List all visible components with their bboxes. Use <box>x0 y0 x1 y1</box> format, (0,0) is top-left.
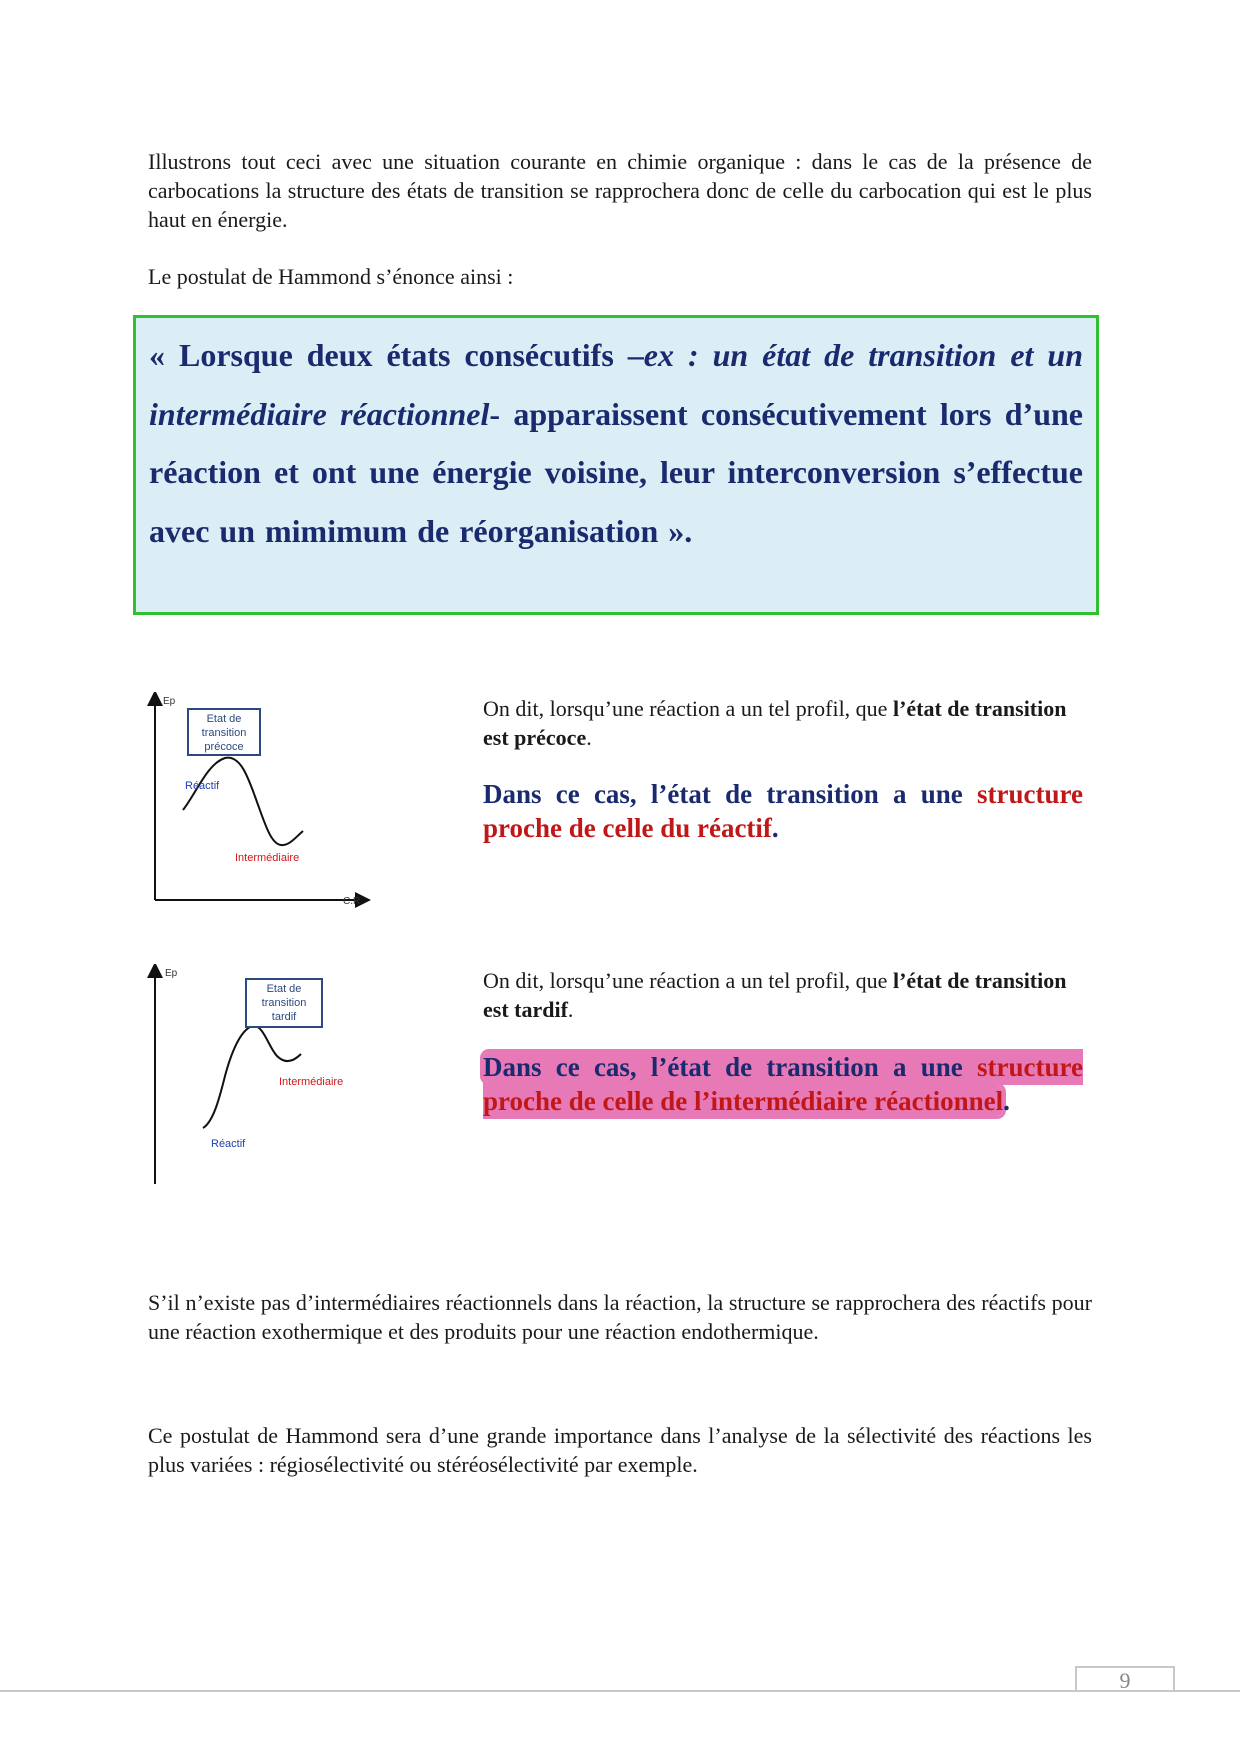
early-conclusion-red: structure proche de celle du réactif <box>483 779 1083 843</box>
late-ts-conclusion <box>483 1050 1083 1118</box>
y-axis-label: Ep <box>165 968 178 979</box>
early-ts-energy-diagram <box>145 692 375 912</box>
ts-box-line3: précoce <box>204 741 244 753</box>
ts-box-line3: tardif <box>271 1011 297 1023</box>
postulate-part2: - apparaissent consécutivement lors d’une réaction et ont une énergie voisine, leur interconversion s’effectue avec un mimimum de réorganisation ». <box>149 395 1083 549</box>
importance-paragraph: Ce postulat de Hammond sera d’une grande importance dans l’analyse de la sélectivité des réactions les plus variées : régiosélectivité ou stéréosélectivité par exemple. <box>148 1423 1092 1477</box>
early-intro: On dit, lorsqu’une réaction a un tel profil, que <box>483 696 893 721</box>
late-conclusion: Dans ce cas, l’état de transition a une <box>483 1052 978 1082</box>
early-conclusion-end: . <box>771 813 779 843</box>
footer-rule <box>0 1690 1240 1692</box>
intro-paragraph: Illustrons tout ceci avec une situation courante en chimie organique : dans le cas de la présence de carbocations la structure des états de transition se rapprochera donc de celle du carbocation qui est le plus haut en énergie. <box>148 149 1092 232</box>
early-intro-bold: l’état de transition est précoce <box>483 696 1067 750</box>
late-ts-energy-diagram <box>145 964 375 1184</box>
early-intro-end: . <box>586 725 592 750</box>
intermediate-label: Intermédiaire <box>279 1076 344 1088</box>
early-ts-conclusion <box>483 777 1083 845</box>
late-conclusion-end: . <box>1003 1086 1010 1116</box>
hammond-postulate-box <box>133 315 1099 615</box>
no-intermediate-paragraph: S’il n’existe pas d’intermédiaires réactionnels dans la réaction, la structure se rapprochera des réactifs pour une réaction exothermique et des produits pour une réaction endothermique. <box>148 1290 1092 1344</box>
late-conclusion-highlight <box>483 1052 1083 1116</box>
early-ts-description <box>483 694 1083 752</box>
transition-state-box <box>245 978 323 1028</box>
postulate-statement <box>149 326 1083 560</box>
ts-box-line2: transition <box>201 727 247 739</box>
late-intro-end: . <box>567 997 574 1022</box>
late-intro-bold: l’état de transition est tardif <box>483 968 1067 1022</box>
late-intro: On dit, lorsqu’une réaction a un tel profil, que <box>483 968 893 993</box>
late-ts-description <box>483 966 1083 1024</box>
transition-state-box <box>187 708 261 756</box>
x-axis-label: C.R <box>343 896 361 907</box>
early-conclusion: Dans ce cas, l’état de transition a une <box>483 779 978 809</box>
late-conclusion-red: structure proche de celle de l’intermédiaire réactionnel <box>483 1052 1083 1116</box>
page-number: 9 <box>1119 1668 1131 1693</box>
postulate-example: ex : un état de transition et un intermédiaire réactionnel <box>149 337 1084 432</box>
ts-box-line2: transition <box>261 997 307 1009</box>
reactant-label: Réactif <box>185 780 220 792</box>
postulate-part1: « Lorsque deux états consécutifs – <box>149 337 644 373</box>
y-axis-label: Ep <box>163 696 176 707</box>
energy-curve <box>183 758 303 845</box>
ts-box-line1: Etat de <box>206 713 242 725</box>
ts-box-line1: Etat de <box>266 983 302 995</box>
postulate-intro: Le postulat de Hammond s’énonce ainsi : <box>148 264 514 289</box>
intermediate-label: Intermédiaire <box>235 852 300 864</box>
reactant-label: Réactif <box>211 1138 246 1150</box>
